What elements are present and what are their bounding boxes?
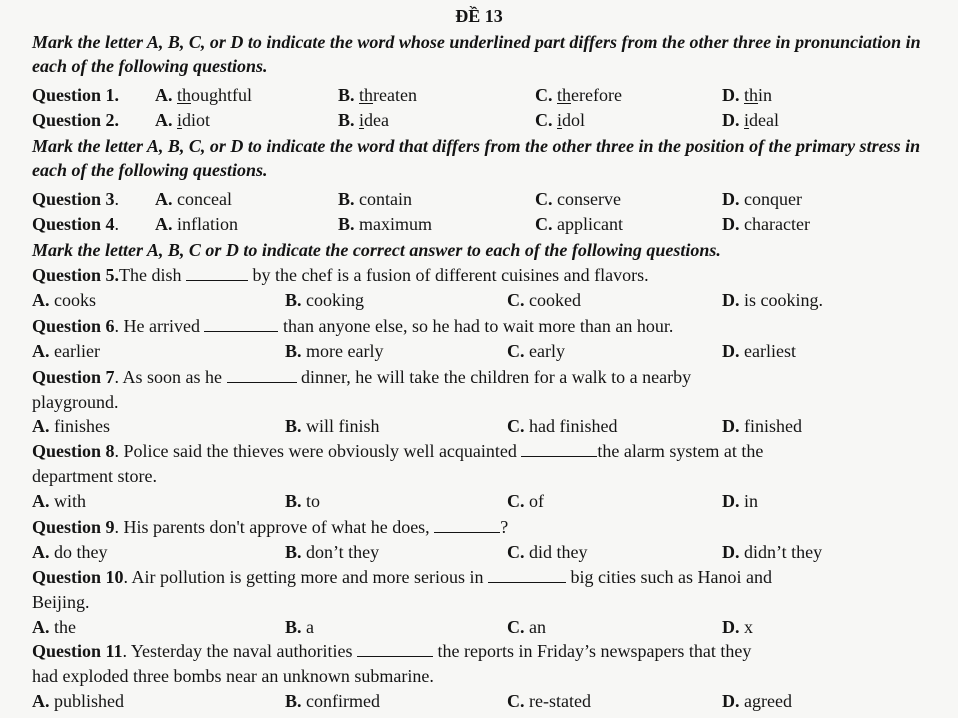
q5-option-c: C. cooked: [507, 290, 581, 310]
q10-option-d: D. x: [722, 617, 753, 637]
q5-option-a: A. cooks: [32, 290, 96, 310]
instruction-stress: Mark the letter A, B, C, or D to indicate the word that differs from the other three in the position of the primary stress in each of the following questions.: [32, 136, 921, 180]
q1-option-d: D. thin: [722, 85, 773, 105]
question-7-continued: playground.: [32, 392, 119, 412]
q4-option-b: B. maximum: [338, 214, 433, 234]
question-2: [32, 109, 119, 131]
question-7: Question 7. As soon as he dinner, he will take the children for a walk to a nearby: [32, 367, 692, 387]
answer-blank: [488, 568, 566, 583]
q10-option-b: B. a: [285, 617, 315, 637]
q7-option-d: D. finished: [722, 416, 802, 436]
question-8: Question 8. Police said the thieves were obviously well acquainted the alarm system at the: [32, 441, 764, 461]
answer-blank: [227, 368, 297, 383]
q8-option-d: D. in: [722, 491, 759, 511]
q3-option-d: D. conquer: [722, 189, 802, 209]
q11-option-a: A. published: [32, 691, 124, 711]
question-6: Question 6. He arrived than anyone else, so he had to wait more than an hour.: [32, 316, 674, 336]
q11-option-d: D. agreed: [722, 691, 792, 711]
q10-option-c: C. an: [507, 617, 546, 637]
question-3: Question 3.: [32, 189, 120, 209]
q1-option-b: B. threaten: [338, 85, 417, 105]
q8-option-b: B. to: [285, 491, 321, 511]
question-label: Question 2.: [32, 110, 120, 130]
question-10: Question 10. Air pollution is getting more and more serious in big cities such as Hanoi and: [32, 567, 772, 587]
question-10-continued: Beijing.: [32, 592, 90, 612]
q3-option-c: C. conserve: [535, 189, 621, 209]
q5-option-d: D. is cooking.: [722, 290, 823, 310]
q5-option-b: B. cooking: [285, 290, 365, 310]
answer-blank: [204, 317, 278, 332]
answer-blank: [521, 442, 597, 457]
question-11: Question 11. Yesterday the naval authorities the reports in Friday’s newspapers that they: [32, 641, 752, 661]
q8-option-c: C. of: [507, 491, 544, 511]
q2-option-c: C. idol: [535, 110, 586, 130]
answer-blank: [434, 518, 500, 533]
q7-option-c: C. had finished: [507, 416, 618, 436]
q6-option-c: C. early: [507, 341, 565, 361]
q4-option-c: C. applicant: [535, 214, 623, 234]
q8-option-a: A. with: [32, 491, 87, 511]
q9-option-b: B. don’t they: [285, 542, 380, 562]
q2-option-a: A. idiot: [155, 110, 211, 130]
q2-option-b: B. idea: [338, 110, 390, 130]
instruction-correct-answer: Mark the letter A, B, C or D to indicate the correct answer to each of the following questions.: [32, 240, 721, 260]
q1-option-c: C. therefore: [535, 85, 622, 105]
exam-title: ĐỀ 13: [455, 6, 503, 26]
q6-option-d: D. earliest: [722, 341, 796, 361]
q10-option-a: A. the: [32, 617, 76, 637]
q7-option-b: B. will finish: [285, 416, 380, 436]
q4-option-a: A. inflation: [155, 214, 238, 234]
q6-option-b: B. more early: [285, 341, 384, 361]
q1-option-a: A. thoughtful: [155, 85, 253, 105]
question-1: [32, 84, 119, 106]
answer-blank: [186, 266, 248, 281]
question-9: Question 9. His parents don't approve of what he does, ?: [32, 517, 509, 537]
question-label: Question 1.: [32, 85, 120, 105]
q9-option-a: A. do they: [32, 542, 108, 562]
q3-option-b: B. contain: [338, 189, 412, 209]
question-5: Question 5.The dish by the chef is a fusion of different cuisines and flavors.: [32, 265, 649, 285]
q9-option-c: C. did they: [507, 542, 588, 562]
q9-option-d: D. didn’t they: [722, 542, 823, 562]
question-4: Question 4.: [32, 214, 120, 234]
answer-blank: [357, 642, 433, 657]
q2-option-d: D. ideal: [722, 110, 779, 130]
q11-option-b: B. confirmed: [285, 691, 380, 711]
instruction-pronunciation: Mark the letter A, B, C, or D to indicate the word whose underlined part differs from the other three in pronunciation in each of the following questions.: [32, 32, 921, 76]
q6-option-a: A. earlier: [32, 341, 100, 361]
q4-option-d: D. character: [722, 214, 810, 234]
q7-option-a: A. finishes: [32, 416, 110, 436]
question-8-continued: department store.: [32, 466, 157, 486]
q11-option-c: C. re-stated: [507, 691, 591, 711]
q3-option-a: A. conceal: [155, 189, 232, 209]
question-11-continued: had exploded three bombs near an unknown submarine.: [32, 666, 434, 686]
